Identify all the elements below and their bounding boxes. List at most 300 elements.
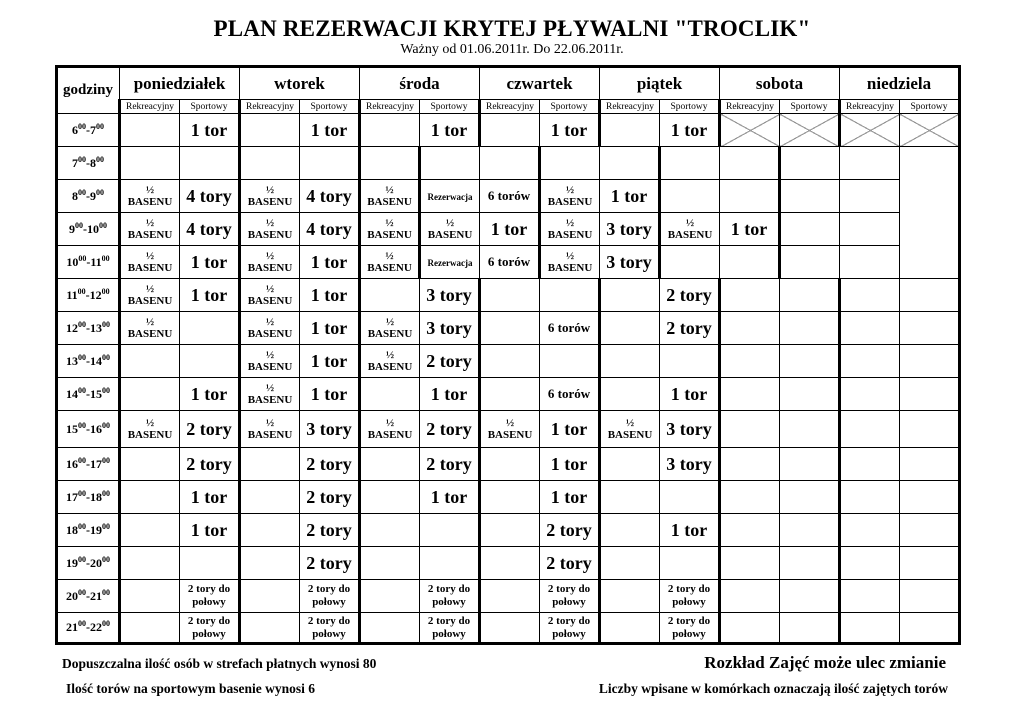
hour-minutes: 00 [102, 319, 110, 329]
rek-cell [120, 411, 180, 448]
sport-cell [780, 378, 840, 411]
rek-cell [840, 547, 900, 580]
rek-cell [120, 514, 180, 547]
pool-word: BASENU [547, 229, 593, 241]
sub-header-rek: Rekreacyjny [480, 100, 540, 114]
lanes-value: 4 tory [186, 185, 232, 206]
lanes-value: 1 tor [730, 218, 768, 239]
rek-cell [840, 345, 900, 378]
unavailable-cell [720, 114, 780, 147]
schedule-row [57, 448, 960, 481]
pool-word: BASENU [127, 328, 173, 340]
sport-cell [300, 411, 360, 448]
rek-cell [480, 114, 540, 147]
schedule-row [57, 180, 960, 213]
half-lanes-label [660, 583, 718, 609]
hour-end: 21 [90, 588, 102, 603]
rek-cell [420, 180, 480, 213]
pool-word: BASENU [607, 429, 653, 441]
lanes-half-text: połowy [552, 627, 586, 640]
lanes-value: 1 tor [310, 284, 348, 305]
sport-cell [900, 514, 960, 547]
lanes-value: Rezerwacja [427, 258, 473, 268]
rek-cell [480, 580, 540, 613]
rek-cell [360, 580, 420, 613]
half-fraction: ½ [565, 217, 575, 229]
sport-cell [300, 345, 360, 378]
pool-word: BASENU [667, 229, 713, 241]
hour-cell: $16^{00}-17^{00}$ [57, 448, 120, 481]
hour-cell: $19^{00}-20^{00}$ [57, 547, 120, 580]
hour-cell: $7^{00}-8^{00}$ [57, 147, 120, 180]
pool-word: BASENU [247, 429, 293, 441]
hour-start: 12 [66, 320, 78, 335]
page-title: PLAN REZERWACJI KRYTEJ PŁYWALNI "TROCLIK" [213, 16, 811, 41]
rek-cell [360, 246, 420, 279]
pool-word: BASENU [487, 429, 533, 441]
schedule-row [57, 378, 960, 411]
schedule-body [57, 114, 960, 644]
sport-cell [900, 378, 960, 411]
lanes-half-text: połowy [312, 596, 346, 608]
rek-cell [480, 312, 540, 345]
sport-cell [720, 180, 780, 213]
rek-cell [660, 147, 720, 180]
sport-cell [300, 448, 360, 481]
pool-word: BASENU [127, 229, 173, 241]
half-pool-label [121, 217, 179, 241]
rek-cell [120, 613, 180, 644]
half-fraction: ½ [385, 217, 394, 229]
lanes-value: 1 tor [310, 251, 348, 272]
pool-word: BASENU [127, 295, 173, 307]
rek-cell [720, 547, 780, 580]
rek-cell [480, 448, 540, 481]
rek-cell [720, 448, 780, 481]
sport-cell [900, 580, 960, 613]
half-lanes-label [300, 583, 358, 609]
rek-cell [840, 378, 900, 411]
lanes-value: 2 tory [666, 284, 712, 305]
lanes-value: 1 tor [310, 317, 348, 338]
half-fraction: ½ [505, 417, 515, 429]
lanes-half-text: połowy [552, 596, 586, 608]
half-fraction: ½ [265, 349, 275, 361]
hour-minutes: 00 [78, 319, 86, 329]
rek-cell [720, 279, 780, 312]
sport-cell [720, 246, 780, 279]
sub-header-rek: Rekreacyjny [840, 100, 900, 114]
sport-cell [300, 246, 360, 279]
rek-cell [780, 147, 840, 180]
hour-end: 8 [90, 155, 96, 170]
footer-legend-note: Liczby wpisane w komórkach oznaczają ilość zajętych torów [598, 681, 948, 696]
sport-cell [840, 213, 900, 246]
half-lanes-label [300, 615, 358, 641]
rek-cell [360, 279, 420, 312]
sport-cell [660, 514, 720, 547]
sport-cell [180, 147, 240, 180]
rek-cell [360, 114, 420, 147]
sport-cell [180, 180, 240, 213]
hour-minutes: 00 [78, 554, 86, 564]
sport-cell [420, 279, 480, 312]
half-pool-label [361, 250, 418, 274]
rek-cell [240, 180, 300, 213]
lanes-value: 2 tory [186, 418, 232, 439]
schedule-row [57, 514, 960, 547]
sport-cell [720, 213, 780, 246]
pool-word: BASENU [127, 429, 173, 441]
sport-cell [780, 613, 840, 644]
rek-cell [240, 213, 300, 246]
hour-minutes: 00 [75, 220, 83, 230]
rek-cell [480, 481, 540, 514]
rek-cell [720, 411, 780, 448]
schedule-row [57, 246, 960, 279]
lanes-text: 2 tory do [187, 583, 231, 595]
rek-cell [720, 481, 780, 514]
sport-cell [660, 580, 720, 613]
lanes-value: 3 tory [666, 418, 712, 439]
sub-header-sport: Sportowy [420, 100, 480, 114]
sport-cell [420, 547, 480, 580]
rek-cell [240, 279, 300, 312]
day-header-tuesday: wtorek [240, 67, 360, 100]
day-header-friday: piątek [600, 67, 720, 100]
schedule-row [57, 147, 960, 180]
half-lanes-label [660, 615, 718, 641]
pool-word: BASENU [427, 229, 473, 241]
sport-cell [300, 378, 360, 411]
lanes-value: 2 tory [546, 519, 592, 540]
pool-word: BASENU [367, 429, 413, 441]
pool-word: BASENU [547, 196, 593, 208]
hour-end: 19 [90, 522, 102, 537]
pool-word: BASENU [367, 229, 412, 241]
sport-cell [420, 114, 480, 147]
sport-cell [780, 580, 840, 613]
schedule-row [57, 213, 960, 246]
sport-cell [180, 547, 240, 580]
hour-cell: $6^{00}-7^{00}$ [57, 114, 120, 147]
rek-cell [360, 411, 420, 448]
half-pool-label [361, 316, 419, 340]
hour-end: 15 [90, 386, 102, 401]
pool-word: BASENU [367, 328, 413, 340]
rek-cell [600, 547, 660, 580]
sport-cell [300, 213, 360, 246]
lanes-half-text: połowy [432, 596, 466, 608]
lanes-value: 2 tory [426, 453, 472, 474]
lanes-value: 6 torów [487, 254, 531, 269]
sport-cell [300, 312, 360, 345]
half-fraction: ½ [265, 217, 275, 229]
hour-cell: $9^{00}-10^{00}$ [57, 213, 120, 246]
hour-cell: $20^{00}-21^{00}$ [57, 580, 120, 613]
lanes-text: 2 tory do [187, 614, 231, 627]
rek-cell [360, 147, 420, 180]
sport-cell [540, 345, 600, 378]
hour-minutes: 00 [102, 521, 110, 531]
half-pool-label [541, 250, 599, 274]
half-pool-label [241, 217, 299, 241]
sport-cell [780, 411, 840, 448]
sport-cell [480, 147, 540, 180]
sport-cell [660, 378, 720, 411]
sport-cell [480, 180, 540, 213]
half-pool-label [241, 250, 299, 274]
lanes-half-text: połowy [312, 627, 346, 640]
hour-end: 22 [90, 620, 102, 634]
half-fraction: ½ [625, 417, 635, 429]
hour-start: 19 [66, 555, 78, 570]
rek-cell [360, 312, 420, 345]
hour-minutes: 00 [78, 619, 86, 628]
rek-cell [780, 213, 840, 246]
half-fraction: ½ [265, 417, 275, 429]
lanes-value: 1 tor [430, 119, 468, 140]
half-lanes-label [180, 583, 238, 609]
pool-word: BASENU [127, 196, 173, 208]
lanes-value: 1 tor [190, 383, 228, 404]
lanes-value: 1 tor [670, 519, 708, 540]
sport-cell [180, 613, 240, 644]
lanes-value: 1 tor [550, 486, 588, 507]
sport-cell [180, 312, 240, 345]
sport-cell [660, 448, 720, 481]
rek-cell [540, 246, 600, 279]
half-fraction: ½ [265, 283, 275, 295]
sport-cell [840, 180, 900, 213]
half-fraction: ½ [385, 250, 394, 262]
rek-cell [120, 312, 180, 345]
sport-cell [540, 411, 600, 448]
hour-minutes: 00 [101, 253, 110, 263]
schedule-row [57, 580, 960, 613]
lanes-value: 2 tory [426, 418, 472, 439]
lanes-value: 1 tor [550, 453, 588, 474]
rek-cell [660, 180, 720, 213]
half-fraction: ½ [145, 217, 155, 229]
lanes-value: 3 tory [666, 453, 712, 474]
sub-header-rek: Rekreacyjny [240, 100, 300, 114]
rek-cell [660, 213, 720, 246]
sport-cell [300, 481, 360, 514]
lanes-value: 2 tory [666, 317, 712, 338]
rek-cell [480, 514, 540, 547]
hour-start: 13 [66, 353, 78, 368]
sport-cell [840, 147, 900, 180]
lanes-text: 2 tory do [667, 583, 711, 595]
hour-start: 21 [66, 620, 78, 634]
half-fraction: ½ [565, 184, 575, 196]
pool-word: BASENU [247, 262, 293, 274]
unavailable-cell [780, 114, 840, 147]
lanes-value: 2 tory [306, 519, 352, 540]
hour-end: 7 [90, 122, 96, 137]
lanes-text: 2 tory do [427, 583, 471, 595]
pool-word: BASENU [367, 196, 412, 208]
sub-header-sport: Sportowy [900, 100, 960, 114]
sport-cell [180, 411, 240, 448]
lanes-text: 2 tory do [427, 614, 471, 627]
rek-cell [240, 114, 300, 147]
hour-end: 12 [89, 287, 102, 302]
lanes-value: 6 torów [547, 386, 591, 401]
schedule-row [57, 547, 960, 580]
rek-cell [600, 114, 660, 147]
sub-header-rek: Rekreacyjny [600, 100, 660, 114]
sport-cell [900, 312, 960, 345]
half-fraction: ½ [385, 316, 395, 328]
rek-cell [120, 246, 180, 279]
lanes-half-text: połowy [672, 627, 706, 640]
hour-end: 9 [90, 188, 96, 203]
hour-end: 20 [90, 555, 102, 570]
rek-cell [240, 613, 300, 644]
pool-word: BASENU [247, 295, 293, 307]
sport-cell [180, 514, 240, 547]
lanes-value: 1 tor [310, 350, 348, 371]
sport-cell [900, 448, 960, 481]
lanes-value: 2 tory [426, 350, 472, 371]
sport-cell [420, 378, 480, 411]
rek-cell [840, 448, 900, 481]
lanes-value: 1 tor [190, 486, 228, 507]
half-pool-label [241, 184, 299, 208]
hour-minutes: 00 [101, 286, 110, 296]
lanes-value: 4 tory [306, 218, 352, 239]
rek-cell [600, 613, 660, 644]
lanes-text: 2 tory do [307, 583, 351, 595]
schedule-row [57, 481, 960, 514]
half-pool-label [361, 417, 419, 441]
half-fraction: ½ [265, 250, 275, 262]
rek-cell [480, 279, 540, 312]
sport-cell [540, 312, 600, 345]
hour-minutes: 00 [78, 352, 86, 362]
rek-cell [240, 246, 300, 279]
half-pool-label [601, 417, 659, 441]
lanes-value: 3 tory [426, 317, 472, 338]
sport-cell [300, 580, 360, 613]
rek-cell [480, 613, 540, 644]
pool-word: BASENU [247, 361, 293, 373]
rek-cell [120, 279, 180, 312]
lanes-text: 2 tory do [547, 614, 591, 627]
sub-header-sport: Sportowy [300, 100, 360, 114]
hour-minutes: 00 [102, 488, 110, 498]
hour-start: 8 [72, 188, 78, 203]
schedule-row [57, 114, 960, 147]
hour-minutes: 00 [78, 521, 86, 531]
sport-cell [420, 580, 480, 613]
lanes-text: 2 tory do [547, 583, 591, 595]
hour-minutes: 00 [78, 154, 86, 164]
hour-start: 18 [66, 522, 78, 537]
sport-cell [660, 481, 720, 514]
half-fraction: ½ [445, 217, 455, 229]
half-fraction: ½ [145, 283, 155, 295]
hour-end: 10 [87, 221, 99, 236]
hour-minutes: 00 [78, 253, 87, 263]
sport-cell [420, 613, 480, 644]
day-header-sunday: niedziela [840, 67, 960, 100]
rek-cell [240, 514, 300, 547]
lanes-value: 6 torów [547, 320, 591, 335]
rek-cell [600, 481, 660, 514]
sport-cell [780, 312, 840, 345]
sport-cell [180, 246, 240, 279]
rek-cell [120, 547, 180, 580]
sub-header-rek: Rekreacyjny [360, 100, 420, 114]
rek-cell [240, 147, 300, 180]
rek-cell [120, 180, 180, 213]
rek-cell [120, 481, 180, 514]
hour-start: 17 [66, 489, 78, 504]
hour-start: 20 [66, 588, 78, 603]
rek-cell [660, 246, 720, 279]
rek-cell [720, 613, 780, 644]
half-lanes-label [540, 583, 598, 609]
rek-cell [360, 180, 420, 213]
pool-word: BASENU [247, 394, 293, 406]
hour-minutes: 00 [102, 587, 110, 597]
hours-header: godziny [57, 67, 120, 114]
hour-minutes: 00 [78, 385, 86, 395]
lanes-value: 4 tory [186, 218, 232, 239]
hour-end: 14 [90, 353, 102, 368]
rek-cell [120, 448, 180, 481]
sport-cell [180, 378, 240, 411]
sport-cell [540, 378, 600, 411]
sport-cell [540, 448, 600, 481]
half-fraction: ½ [265, 382, 275, 394]
half-pool-label [121, 316, 179, 340]
sub-header-rek: Rekreacyjny [120, 100, 180, 114]
sport-cell [480, 213, 540, 246]
sport-cell [660, 613, 720, 644]
unavailable-cell [840, 114, 900, 147]
rek-cell [600, 279, 660, 312]
schedule-table [55, 65, 961, 645]
lanes-half-text: połowy [192, 627, 226, 640]
hour-cell: $12^{00}-13^{00}$ [57, 312, 120, 345]
hour-minutes: 00 [78, 587, 86, 597]
schedule-row [57, 411, 960, 448]
half-fraction: ½ [385, 184, 394, 196]
sport-cell [180, 114, 240, 147]
rek-cell [120, 580, 180, 613]
sport-cell [420, 345, 480, 378]
sport-cell [840, 246, 900, 279]
rek-cell [360, 378, 420, 411]
sub-header-rek: Rekreacyjny [720, 100, 780, 114]
rek-cell [240, 580, 300, 613]
sport-cell [660, 411, 720, 448]
hour-cell: $13^{00}-14^{00}$ [57, 345, 120, 378]
sport-cell [300, 514, 360, 547]
half-lanes-label [420, 615, 478, 641]
lanes-text: 2 tory do [307, 614, 351, 627]
hour-start: 16 [66, 456, 78, 471]
day-header-wednesday: środa [360, 67, 480, 100]
rek-cell [600, 448, 660, 481]
lanes-value: 2 tory [306, 552, 352, 573]
lanes-value: 2 tory [546, 552, 592, 573]
hour-end: 16 [90, 421, 102, 436]
